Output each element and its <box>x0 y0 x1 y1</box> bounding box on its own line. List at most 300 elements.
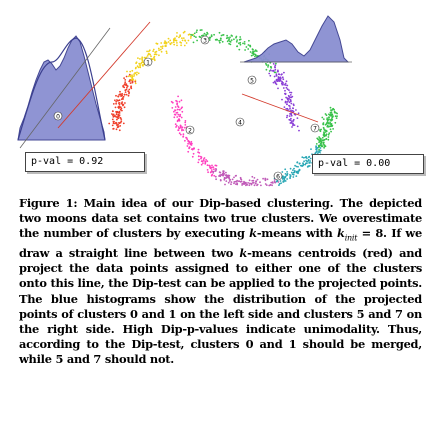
scatter-point <box>267 178 269 180</box>
scatter-point <box>318 145 320 147</box>
scatter-point <box>291 92 293 94</box>
scatter-point <box>126 76 128 78</box>
scatter-point <box>323 118 325 120</box>
scatter-point <box>112 119 114 121</box>
scatter-point <box>257 184 259 186</box>
scatter-point <box>264 178 266 180</box>
scatter-point <box>123 87 125 89</box>
scatter-point <box>318 149 320 151</box>
scatter-point <box>297 172 299 174</box>
scatter-point <box>277 79 279 81</box>
scatter-point <box>123 123 125 125</box>
scatter-point <box>231 181 233 183</box>
scatter-point <box>330 131 332 133</box>
scatter-point <box>224 184 226 186</box>
scatter-point <box>119 125 121 127</box>
scatter-point <box>116 128 118 130</box>
scatter-point <box>319 151 321 153</box>
scatter-point <box>121 101 123 103</box>
scatter-point <box>128 89 130 91</box>
scatter-point <box>304 164 306 166</box>
scatter-point <box>197 151 199 153</box>
scatter-point <box>229 36 231 38</box>
scatter-point <box>292 125 294 127</box>
scatter-point <box>162 47 164 49</box>
scatter-point <box>233 38 235 40</box>
scatter-point <box>332 116 334 118</box>
scatter-point <box>286 80 288 82</box>
scatter-point <box>188 147 190 149</box>
scatter-point <box>173 40 175 42</box>
scatter-point <box>184 45 186 47</box>
scatter-point <box>209 165 211 167</box>
scatter-point <box>220 38 222 40</box>
scatter-point <box>323 144 325 146</box>
scatter-point <box>323 147 325 149</box>
scatter-point <box>188 40 190 42</box>
scatter-point <box>185 120 187 122</box>
scatter-point <box>239 42 241 44</box>
scatter-point <box>196 31 198 33</box>
scatter-point <box>126 87 128 89</box>
scatter-point <box>119 91 121 93</box>
scatter-point <box>320 150 322 152</box>
scatter-point <box>193 153 195 155</box>
scatter-point <box>245 183 247 185</box>
scatter-point <box>175 39 177 41</box>
scatter-point <box>293 111 295 113</box>
scatter-point <box>293 168 295 170</box>
scatter-point <box>132 82 134 84</box>
scatter-point <box>288 98 290 100</box>
scatter-point <box>184 124 186 126</box>
scatter-point <box>136 61 138 63</box>
scatter-point <box>184 140 186 142</box>
scatter-point <box>137 57 139 59</box>
scatter-point <box>113 121 115 123</box>
scatter-point <box>203 158 205 160</box>
scatter-point <box>207 169 209 171</box>
scatter-point <box>130 87 132 89</box>
scatter-point <box>162 45 164 47</box>
scatter-point <box>132 76 134 78</box>
scatter-point <box>277 80 279 82</box>
scatter-point <box>175 126 177 128</box>
scatter-point <box>253 182 255 184</box>
scatter-point <box>331 125 333 127</box>
scatter-point <box>123 77 125 79</box>
scatter-point <box>235 175 237 177</box>
scatter-point <box>182 40 184 42</box>
scatter-point <box>288 119 290 121</box>
scatter-point <box>285 173 287 175</box>
scatter-point <box>247 48 249 50</box>
scatter-point <box>239 39 241 41</box>
scatter-point <box>191 144 193 146</box>
scatter-point <box>124 102 126 104</box>
caption-text-3: = 8. If we draw a straight line between two <box>19 226 422 260</box>
scatter-point <box>149 49 151 51</box>
scatter-point <box>115 103 117 105</box>
scatter-point <box>132 78 134 80</box>
scatter-point <box>221 174 223 176</box>
scatter-point <box>211 174 213 176</box>
scatter-point <box>247 182 249 184</box>
scatter-point <box>282 78 284 80</box>
scatter-point <box>122 98 124 100</box>
scatter-point <box>130 79 132 81</box>
scatter-point <box>320 138 322 140</box>
scatter-point <box>271 70 273 72</box>
scatter-point <box>308 159 310 161</box>
scatter-point <box>323 127 325 129</box>
scatter-point <box>336 115 338 117</box>
scatter-point <box>334 111 336 113</box>
scatter-point <box>328 134 330 136</box>
scatter-point <box>165 45 167 47</box>
scatter-point <box>244 43 246 45</box>
scatter-point <box>272 181 274 183</box>
scatter-point <box>181 99 183 101</box>
scatter-point <box>180 134 182 136</box>
scatter-point <box>322 137 324 139</box>
scatter-point <box>273 82 275 84</box>
scatter-point <box>231 35 233 37</box>
scatter-point <box>182 136 184 138</box>
scatter-point <box>270 66 272 68</box>
scatter-point <box>228 38 230 40</box>
scatter-point <box>332 108 334 110</box>
scatter-point <box>249 45 251 47</box>
scatter-point <box>292 169 294 171</box>
scatter-point <box>173 116 175 118</box>
scatter-point <box>201 164 203 166</box>
scatter-point <box>123 96 125 98</box>
scatter-point <box>279 183 281 185</box>
scatter-point <box>292 108 294 110</box>
scatter-point <box>235 183 237 185</box>
scatter-point <box>290 94 292 96</box>
scatter-point <box>230 44 232 46</box>
cluster-label: 6 <box>276 173 280 181</box>
scatter-point <box>115 116 117 118</box>
scatter-point <box>225 180 227 182</box>
scatter-point <box>113 128 115 130</box>
scatter-point <box>207 164 209 166</box>
scatter-point <box>177 129 179 131</box>
scatter-point <box>184 40 186 42</box>
scatter-point <box>179 109 181 111</box>
scatter-point <box>134 72 136 74</box>
scatter-point <box>268 185 270 187</box>
scatter-point <box>285 84 287 86</box>
scatter-point <box>116 113 118 115</box>
scatter-point <box>293 174 295 176</box>
scatter-point <box>177 114 179 116</box>
scatter-point <box>252 54 254 56</box>
scatter-point <box>213 175 215 177</box>
scatter-point <box>207 171 209 173</box>
scatter-point <box>181 37 183 39</box>
scatter-point <box>126 94 128 96</box>
p-value-right: p-val = 0.00 <box>312 154 424 174</box>
scatter-point <box>283 87 285 89</box>
scatter-point <box>168 38 170 40</box>
scatter-point <box>277 88 279 90</box>
scatter-point <box>266 69 268 71</box>
scatter-point <box>113 103 115 105</box>
scatter-point <box>268 73 270 75</box>
scatter-point <box>289 115 291 117</box>
scatter-point <box>274 181 276 183</box>
scatter-point <box>236 180 238 182</box>
scatter-point <box>190 36 192 38</box>
scatter-point <box>140 63 142 65</box>
scatter-point <box>290 103 292 105</box>
scatter-point <box>177 109 179 111</box>
scatter-point <box>215 168 217 170</box>
scatter-point <box>254 177 256 179</box>
scatter-point <box>130 76 132 78</box>
scatter-point <box>328 136 330 138</box>
scatter-point <box>144 57 146 59</box>
scatter-point <box>332 128 334 130</box>
scatter-point <box>291 126 293 128</box>
scatter-point <box>166 51 168 53</box>
scatter-point <box>108 123 110 125</box>
scatter-point <box>181 111 183 113</box>
scatter-point <box>128 93 130 95</box>
scatter-point <box>273 63 275 65</box>
scatter-point <box>213 168 215 170</box>
caption-k-2: k <box>239 245 248 260</box>
scatter-point <box>195 36 197 38</box>
scatter-point <box>240 44 242 46</box>
figure-caption <box>19 196 422 368</box>
scatter-point <box>136 74 138 76</box>
scatter-point <box>305 157 307 159</box>
scatter-point <box>211 169 213 171</box>
scatter-point <box>324 129 326 131</box>
scatter-point <box>115 122 117 124</box>
scatter-point <box>124 81 126 83</box>
scatter-point <box>266 184 268 186</box>
scatter-point <box>181 117 183 119</box>
scatter-point <box>303 157 305 159</box>
scatter-point <box>281 81 283 83</box>
scatter-point <box>121 103 123 105</box>
scatter-point <box>286 115 288 117</box>
scatter-point <box>278 76 280 78</box>
scatter-point <box>180 127 182 129</box>
scatter-point <box>142 60 144 62</box>
scatter-point <box>196 29 198 31</box>
scatter-point <box>331 119 333 121</box>
scatter-point <box>325 138 327 140</box>
scatter-point <box>238 49 240 51</box>
scatter-point <box>117 117 119 119</box>
scatter-point <box>117 96 119 98</box>
scatter-point <box>276 181 278 183</box>
scatter-point <box>131 70 133 72</box>
scatter-point <box>327 139 329 141</box>
scatter-point <box>180 44 182 46</box>
scatter-point <box>323 132 325 134</box>
scatter-point <box>115 101 117 103</box>
scatter-point <box>308 162 310 164</box>
scatter-point <box>250 51 252 53</box>
scatter-point <box>249 183 251 185</box>
scatter-point <box>285 102 287 104</box>
scatter-point <box>128 95 130 97</box>
scatter-point <box>317 138 319 140</box>
scatter-point <box>213 166 215 168</box>
caption-text-1: Main idea of our Dip-based clustering. The depicted two moons data set contains two true clusters. We overestimate the number of clusters by executing <box>19 196 422 241</box>
p-value-left: p-val = 0.92 <box>25 152 145 172</box>
scatter-point <box>257 179 259 181</box>
scatter-point <box>310 148 312 150</box>
scatter-point <box>160 49 162 51</box>
scatter-point <box>244 41 246 43</box>
scatter-point <box>292 120 294 122</box>
scatter-point <box>120 106 122 108</box>
scatter-point <box>206 160 208 162</box>
scatter-point <box>251 52 253 54</box>
scatter-point <box>189 33 191 35</box>
scatter-point <box>200 156 202 158</box>
scatter-point <box>160 42 162 44</box>
scatter-point <box>119 129 121 131</box>
scatter-point <box>115 95 117 97</box>
scatter-point <box>179 115 181 117</box>
scatter-point <box>301 156 303 158</box>
scatter-point <box>204 33 206 35</box>
scatter-point <box>315 149 317 151</box>
scatter-point <box>180 42 182 44</box>
scatter-point <box>139 64 141 66</box>
scatter-point <box>255 54 257 56</box>
scatter-point <box>222 41 224 43</box>
scatter-point <box>286 178 288 180</box>
scatter-point <box>274 76 276 78</box>
scatter-point <box>181 130 183 132</box>
scatter-point <box>156 51 158 53</box>
scatter-point <box>330 107 332 109</box>
scatter-point <box>290 118 292 120</box>
scatter-point <box>219 171 221 173</box>
scatter-point <box>124 79 126 81</box>
scatter-point <box>228 178 230 180</box>
scatter-point <box>240 178 242 180</box>
scatter-point <box>211 165 213 167</box>
scatter-point <box>113 114 115 116</box>
scatter-point <box>286 117 288 119</box>
scatter-point <box>121 93 123 95</box>
scatter-point <box>216 165 218 167</box>
scatter-point <box>251 176 253 178</box>
scatter-point <box>187 143 189 145</box>
scatter-point <box>290 168 292 170</box>
scatter-point <box>193 147 195 149</box>
scatter-point <box>223 173 225 175</box>
scatter-point <box>204 163 206 165</box>
scatter-point <box>255 180 257 182</box>
scatter-point <box>157 43 159 45</box>
scatter-point <box>215 176 217 178</box>
scatter-point <box>124 83 126 85</box>
scatter-point <box>198 159 200 161</box>
scatter-point <box>216 39 218 41</box>
scatter-point <box>121 95 123 97</box>
scatter-point <box>188 141 190 143</box>
scatter-point <box>192 156 194 158</box>
scatter-point <box>267 66 269 68</box>
scatter-point <box>219 42 221 44</box>
scatter-point <box>179 101 181 103</box>
scatter-point <box>326 117 328 119</box>
scatter-point <box>324 139 326 141</box>
scatter-point <box>223 179 225 181</box>
scatter-point <box>183 133 185 135</box>
scatter-point <box>175 106 177 108</box>
scatter-point <box>119 111 121 113</box>
scatter-point <box>192 149 194 151</box>
scatter-point <box>117 126 119 128</box>
scatter-point <box>278 74 280 76</box>
scatter-point <box>233 177 235 179</box>
scatter-point <box>137 65 139 67</box>
scatter-point <box>210 172 212 174</box>
scatter-point <box>336 117 338 119</box>
caption-k-init: k <box>337 226 345 241</box>
scatter-point <box>246 46 248 48</box>
scatter-point <box>219 175 221 177</box>
scatter-point <box>316 143 318 145</box>
scatter-point <box>285 108 287 110</box>
scatter-point <box>326 126 328 128</box>
scatter-point <box>320 130 322 132</box>
scatter-point <box>121 110 123 112</box>
scatter-point <box>183 37 185 39</box>
scatter-point <box>135 67 137 69</box>
scatter-point <box>283 72 285 74</box>
scatter-point <box>281 73 283 75</box>
scatter-point <box>154 56 156 58</box>
scatter-point <box>241 181 243 183</box>
scatter-point <box>266 64 268 66</box>
scatter-point <box>178 106 180 108</box>
scatter-point <box>303 160 305 162</box>
scatter-point <box>176 101 178 103</box>
scatter-point <box>297 161 299 163</box>
scatter-point <box>175 123 177 125</box>
scatter-point <box>236 39 238 41</box>
scatter-point <box>224 177 226 179</box>
scatter-point <box>180 108 182 110</box>
scatter-point <box>179 114 181 116</box>
scatter-point <box>297 117 299 119</box>
scatter-point <box>118 115 120 117</box>
scatter-point <box>158 48 160 50</box>
scatter-point <box>176 35 178 37</box>
caption-text-2: -means with <box>256 226 338 241</box>
scatter-point <box>226 35 228 37</box>
scatter-point <box>185 137 187 139</box>
scatter-point <box>286 85 288 87</box>
scatter-point <box>214 170 216 172</box>
scatter-point <box>325 145 327 147</box>
scatter-point <box>254 50 256 52</box>
